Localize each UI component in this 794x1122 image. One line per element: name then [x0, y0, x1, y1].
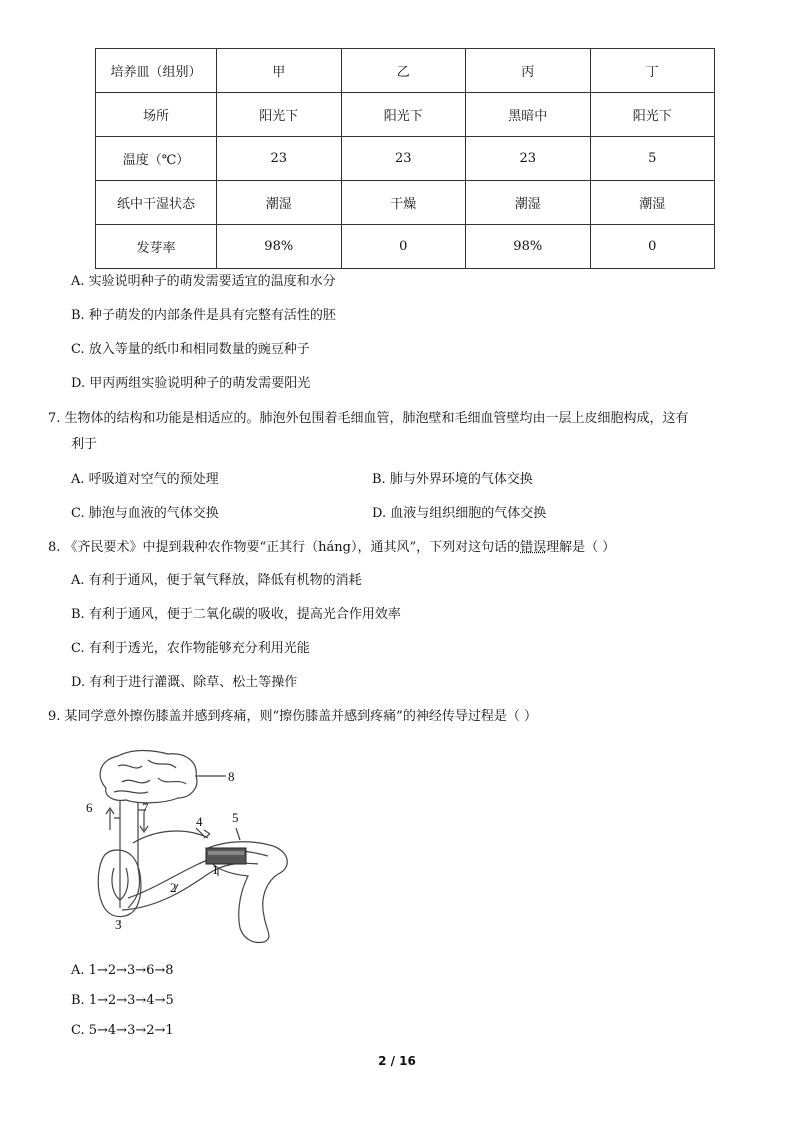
table-cell: 阳光下	[217, 93, 342, 137]
q8-option-a: A. 有利于通风，便于氧气释放，降低有机物的消耗	[71, 573, 362, 588]
reflex-arc-figure	[78, 748, 308, 946]
q7-option-c: C. 肺泡与血液的气体交换	[71, 506, 219, 521]
page-number: 2 / 16	[378, 1054, 416, 1068]
q9-option-c: C. 5→4→3→2→1	[71, 1023, 174, 1038]
figure-label-7: 7	[142, 800, 149, 815]
table-cell: 阳光下	[341, 93, 466, 137]
table-row	[96, 49, 715, 93]
brain-outline	[100, 751, 197, 803]
table-row	[96, 225, 715, 269]
table-row-header: 场所	[96, 93, 217, 137]
table-cell: 丙	[466, 49, 591, 93]
q6-option-c: C. 放入等量的纸巾和相同数量的豌豆种子	[71, 342, 310, 357]
figure-label-6: 6	[86, 800, 93, 815]
q9-option-a: A. 1→2→3→6→8	[71, 963, 174, 978]
table-cell: 乙	[341, 49, 466, 93]
table-cell: 潮湿	[590, 181, 715, 225]
table-cell: 丁	[590, 49, 715, 93]
q9-option-b: B. 1→2→3→4→5	[71, 993, 174, 1008]
figure-label-4: 4	[196, 814, 203, 829]
table-cell: 黑暗中	[466, 93, 591, 137]
table-cell: 干燥	[341, 181, 466, 225]
q8-option-c: C. 有利于透光，农作物能够充分利用光能	[71, 641, 310, 656]
q8-stem-emphasis: 错误	[520, 540, 547, 555]
figure-label-8: 8	[228, 769, 235, 784]
table-cell: 阳光下	[590, 93, 715, 137]
table-cell: 潮湿	[217, 181, 342, 225]
q8-option-b: B. 有利于通风，便于二氧化碳的吸收，提高光合作用效率	[71, 607, 401, 622]
table-cell: 甲	[217, 49, 342, 93]
figure-label-1: 1	[212, 862, 219, 877]
q7-stem-line1: 7. 生物体的结构和功能是相适应的。肺泡外包围着毛细血管，肺泡壁和毛细血管壁均由一层上皮细胞构成，这有	[48, 411, 689, 426]
table-row	[96, 181, 715, 225]
table-cell: 98%	[466, 225, 591, 269]
q9-stem: 9. 某同学意外擦伤膝盖并感到疼痛，则“擦伤膝盖并感到疼痛”的神经传导过程是（ ）	[48, 709, 537, 724]
table-row-header: 温度（℃）	[96, 137, 217, 181]
table-cell: 0	[341, 225, 466, 269]
table-cell: 5	[590, 137, 715, 181]
table-row	[96, 93, 715, 137]
q7-option-d: D. 血液与组织细胞的气体交换	[372, 506, 547, 521]
table-cell: 23	[466, 137, 591, 181]
q8-stem	[48, 539, 615, 557]
q7-stem-line2: 利于	[71, 437, 98, 452]
figure-label-2: 2	[170, 880, 177, 895]
q7-option-a: A. 呼吸道对空气的预处理	[71, 472, 219, 487]
q7-option-b: B. 肺与外界环境的气体交换	[372, 472, 533, 487]
table-row-header: 发芽率	[96, 225, 217, 269]
figure-label-5: 5	[232, 810, 239, 825]
experiment-table	[95, 48, 715, 269]
table-row-header: 纸中干湿状态	[96, 181, 217, 225]
q6-option-a: A. 实验说明种子的萌发需要适宜的温度和水分	[71, 274, 336, 289]
table-row	[96, 137, 715, 181]
table-cell: 23	[217, 137, 342, 181]
table-cell: 98%	[217, 225, 342, 269]
q8-stem-after: 理解是（ ）	[546, 540, 616, 555]
q6-option-d: D. 甲丙两组实验说明种子的萌发需要阳光	[71, 376, 311, 391]
table-cell: 0	[590, 225, 715, 269]
q6-option-b: B. 种子萌发的内部条件是具有完整有活性的胚	[71, 308, 336, 323]
table-cell: 潮湿	[466, 181, 591, 225]
q8-option-d: D. 有利于进行灌溉、除草、松土等操作	[71, 675, 298, 690]
q8-stem-before: 8. 《齐民要术》中提到栽种农作物要“正其行（háng），通其风”，下列对这句话的	[48, 540, 521, 555]
figure-label-3: 3	[115, 917, 122, 932]
table-row-header: 培养皿（组别）	[96, 49, 217, 93]
table-cell: 23	[341, 137, 466, 181]
